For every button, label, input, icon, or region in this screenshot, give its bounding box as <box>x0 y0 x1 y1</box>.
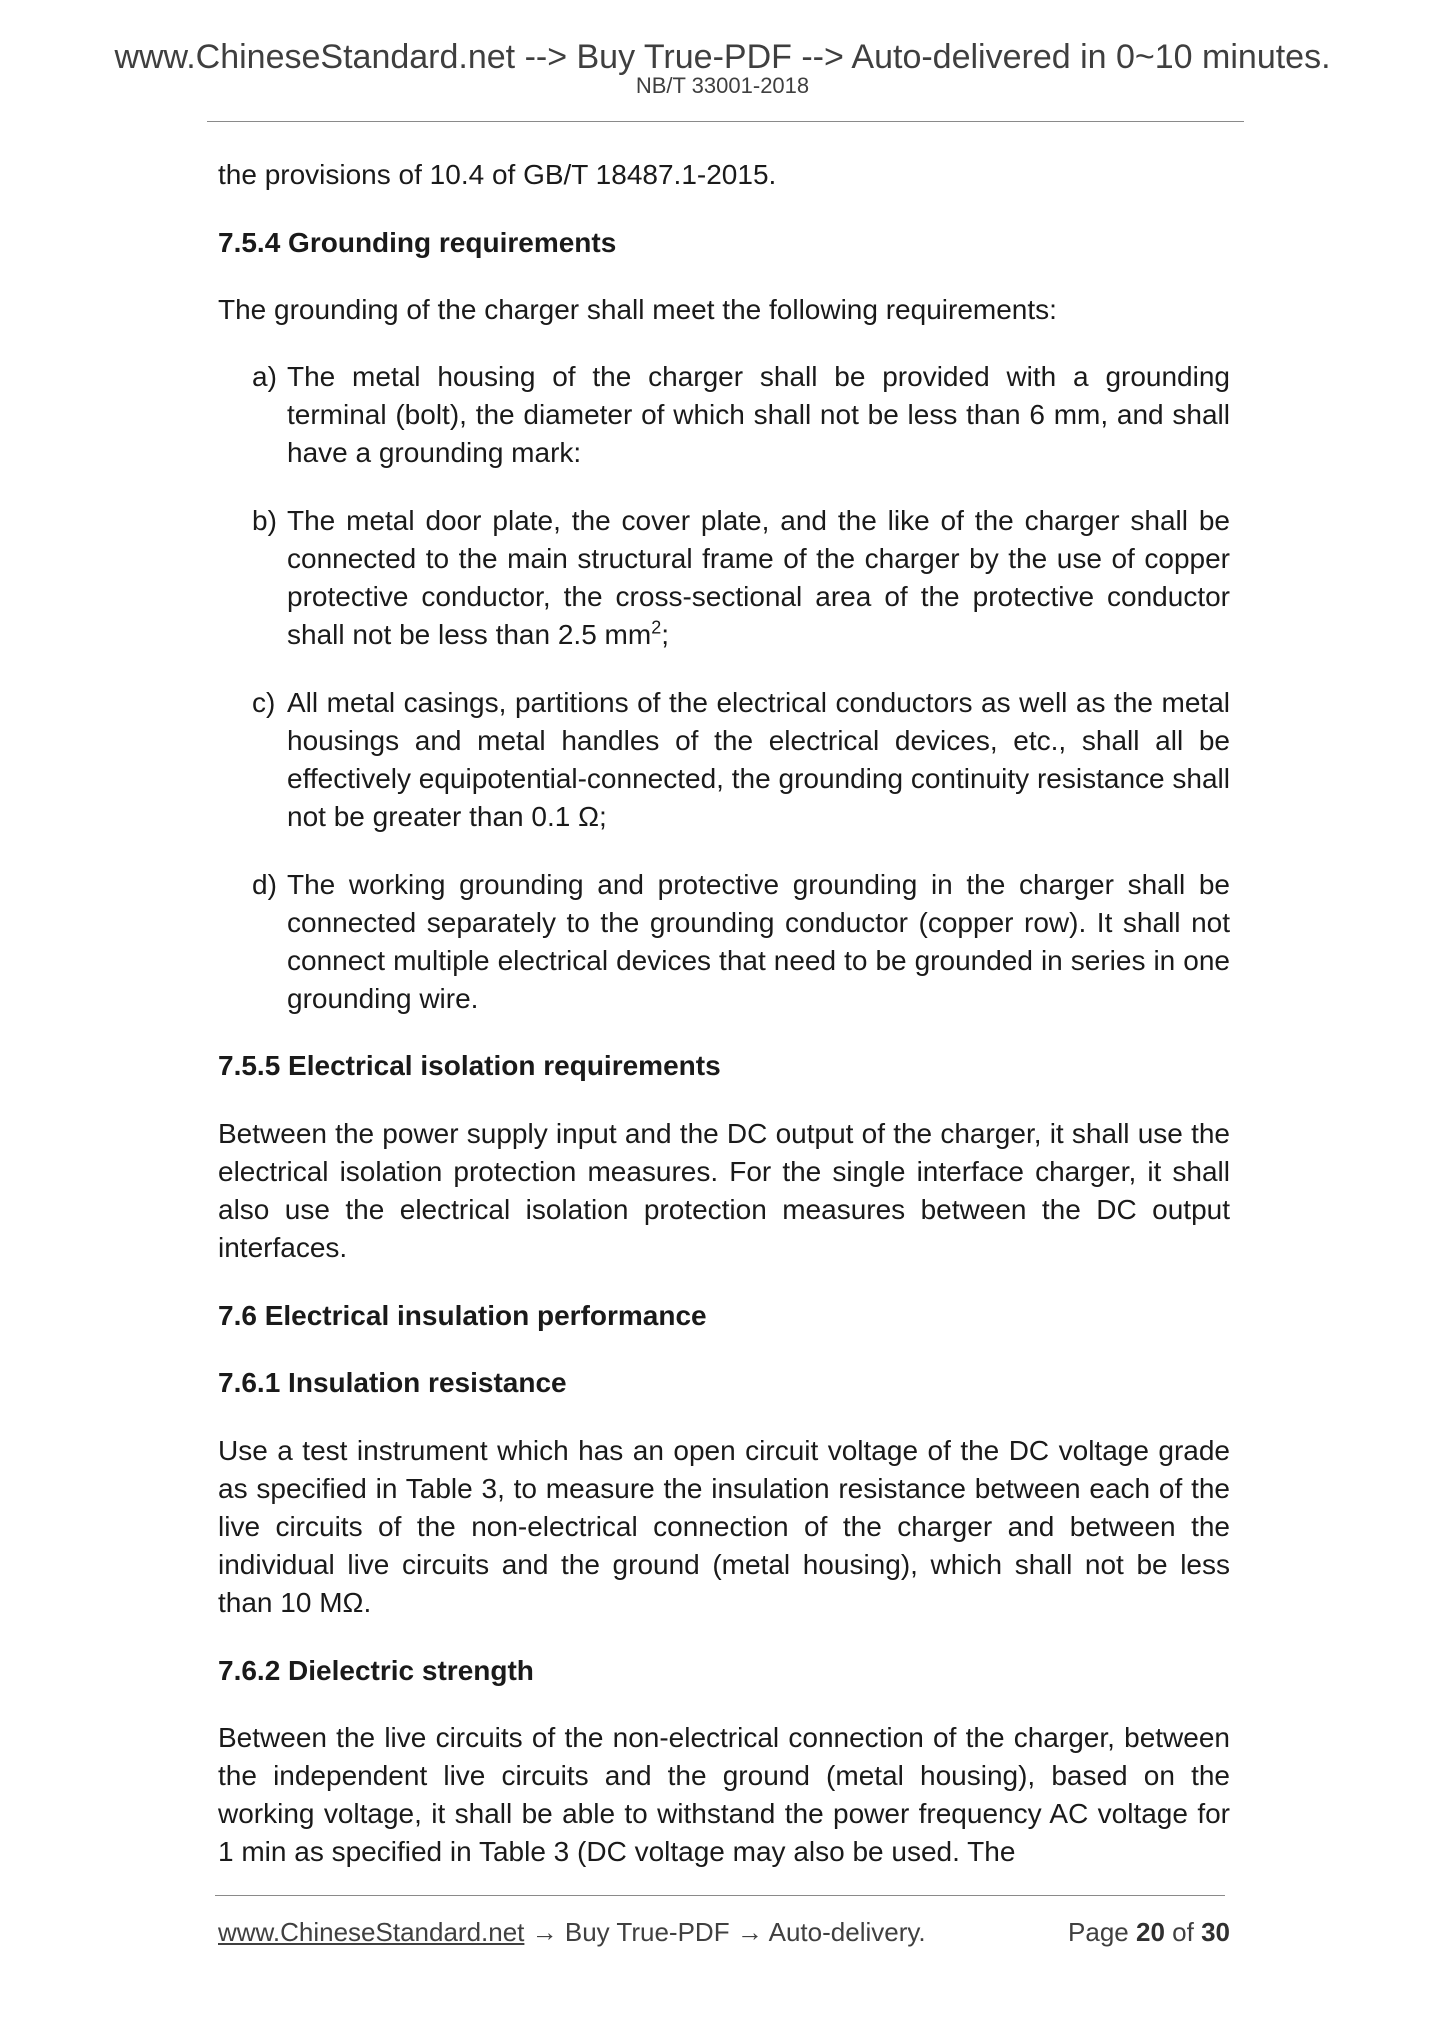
arrow-icon: → <box>531 1917 558 1947</box>
list-item-label: a) <box>252 361 277 392</box>
footer-buy-text: Buy True-PDF <box>564 1917 730 1947</box>
page-total: 30 <box>1201 1917 1230 1947</box>
heading-7-6-1: 7.6.1 Insulation resistance <box>218 1367 567 1398</box>
list-item-c <box>252 684 1230 836</box>
list-item-label: b) <box>252 505 277 536</box>
paragraph-7-6-1: Use a test instrument which has an open circuit voltage of the DC voltage grade as specified in Table 3, to measure the insulation resistance between each of the live circuits of the non-electrical connection of the charger and between the individual live circuits and the ground (metal housing), which shall not be less than 10 MΩ. <box>218 1435 1230 1618</box>
page-word: Page <box>1068 1917 1129 1947</box>
footer-auto-text: Auto-delivery. <box>768 1917 926 1947</box>
list-item-tail: ; <box>661 619 669 650</box>
footer-site-link[interactable]: www.ChineseStandard.net <box>218 1917 525 1947</box>
heading-7-6: 7.6 Electrical insulation performance <box>218 1300 707 1331</box>
list-item-text-container <box>287 502 1230 654</box>
page-indicator <box>1068 1916 1230 1948</box>
header-divider <box>207 121 1244 122</box>
list-item-d <box>252 866 1230 1018</box>
paragraph-7-5-5: Between the power supply input and the DC output of the charger, it shall use the electrical isolation protection measures. For the single interface charger, it shall also use the electrical isolation protection measures between the DC output interfaces. <box>218 1118 1230 1263</box>
heading-7-5-4: 7.5.4 Grounding requirements <box>218 227 617 258</box>
paragraph-7-5-4: The grounding of the charger shall meet the following requirements: <box>218 294 1057 325</box>
list-item-a <box>252 358 1230 472</box>
list-item-text: The metal housing of the charger shall be provided with a grounding terminal (bolt), the diameter of which shall not be less than 6 mm, and shall have a grounding mark: <box>287 361 1230 468</box>
paragraph-7-6-2: Between the live circuits of the non-electrical connection of the charger, between the independent live circuits and the ground (metal housing), based on the working voltage, it shall be able to withstand the power frequency AC voltage for 1 min as specified in Table 3 (DC voltage may also be used. The <box>218 1722 1230 1867</box>
superscript: 2 <box>651 617 662 638</box>
document-code: NB/T 33001-2018 <box>635 73 810 98</box>
intro-paragraph: the provisions of 10.4 of GB/T 18487.1-2015. <box>218 159 777 190</box>
list-item-text: The working grounding and protective grounding in the charger shall be connected separately to the grounding conductor (copper row). It shall not connect multiple electrical devices that need to be grounded in series in one grounding wire. <box>287 869 1230 1014</box>
of-word: of <box>1172 1917 1194 1947</box>
top-banner[interactable]: www.ChineseStandard.net --> Buy True-PDF --> Auto-delivered in 0~10 minutes. <box>114 38 1331 76</box>
page-footer <box>218 1916 1230 1948</box>
list-item-text: All metal casings, partitions of the electrical conductors as well as the metal housings and metal handles of the electrical devices, etc., shall all be effectively equipotential-connected, the grounding continuity resistance shall not be greater than 0.1 Ω; <box>287 687 1230 832</box>
heading-7-6-2: 7.6.2 Dielectric strength <box>218 1655 534 1686</box>
footer-divider <box>215 1895 1225 1896</box>
list-item-text: The metal door plate, the cover plate, and the like of the charger shall be connected to the main structural frame of the charger by the use of copper protective conductor, the cross-sectional area of the protective conductor shall not be less than 2.5 mm <box>287 505 1230 650</box>
arrow-icon: → <box>736 1917 763 1947</box>
list-item-b <box>252 502 1230 654</box>
list-item-label: d) <box>252 869 277 900</box>
heading-7-5-5: 7.5.5 Electrical isolation requirements <box>218 1050 721 1081</box>
page-number: 20 <box>1136 1917 1165 1947</box>
list-item-label: c) <box>252 687 276 718</box>
